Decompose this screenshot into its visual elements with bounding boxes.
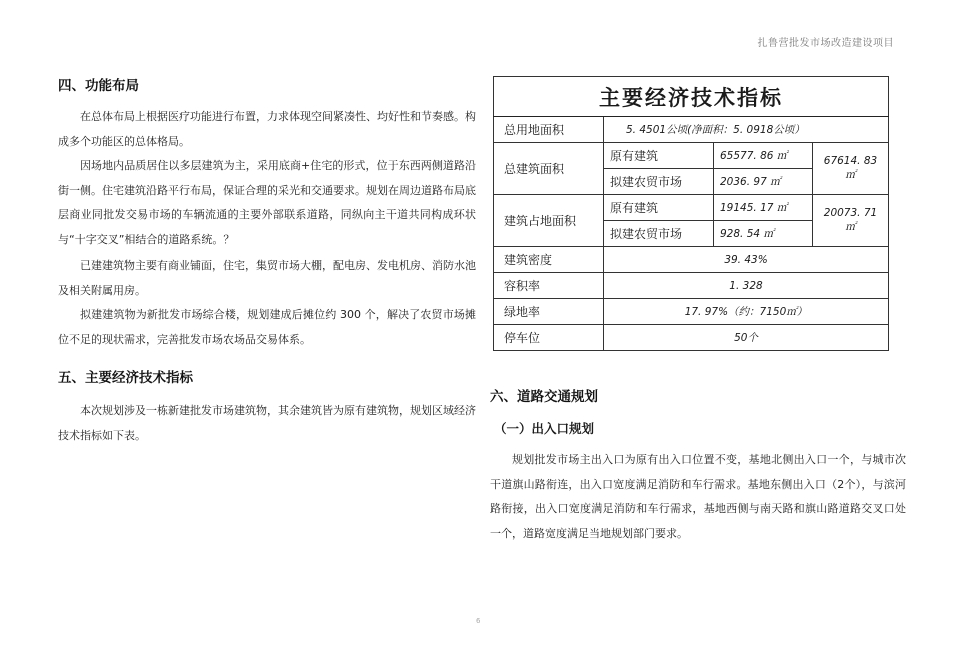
row-label: 建筑占地面积 (494, 195, 604, 247)
row-label: 容积率 (494, 273, 604, 299)
table-row (494, 299, 889, 325)
row-value: 19145. 17 ㎡ (714, 195, 813, 221)
row-label: 总用地面积 (494, 117, 604, 143)
table-row (494, 247, 889, 273)
section-heading-economic-indicators: 五、主要经济技术指标 (58, 370, 193, 386)
section-heading-functional-layout: 四、功能布局 (58, 78, 139, 94)
project-title: 扎鲁营批发市场改造建设项目 (757, 38, 894, 49)
sub-label: 原有建筑 (604, 143, 714, 169)
row-value: 17. 97%（约：7150㎡） (604, 299, 889, 325)
table-title: 主要经济技术指标 (494, 77, 889, 117)
table-row (494, 325, 889, 351)
paragraph: 规划批发市场主出入口为原有出入口位置不变，基地北侧出入口一个，与城市次干道旗山路衔连，出入口宽度满足消防和车行需求。基地东侧出入口（2个），与滨河路衔接，出入口宽度满足消防和车行需求，基地西侧与南天路和旗山路道路交叉口处一个，道路宽度满足当地规划部门要求。 (490, 453, 906, 540)
row-value: 39. 43% (604, 247, 889, 273)
row-label: 建筑密度 (494, 247, 604, 273)
row-value: 1. 328 (604, 273, 889, 299)
row-value: 65577. 86 ㎡ (714, 143, 813, 169)
table-row (494, 117, 889, 143)
table-row (494, 273, 889, 299)
row-label: 绿地率 (494, 299, 604, 325)
sub-label: 拟建农贸市场 (604, 221, 714, 247)
table-row (494, 143, 889, 169)
paragraph: 在总体布局上根据医疗功能进行布置，力求体现空间紧凑性、均好性和节奏感。构成多个功能区的总体格局。 (58, 110, 476, 148)
row-value: 50个 (604, 325, 889, 351)
row-value: 5. 4501公顷(净面积：5. 0918公顷） (604, 117, 889, 143)
row-value: 928. 54 ㎡ (714, 221, 813, 247)
economic-indicators-table (493, 76, 889, 351)
row-total: 20073. 71㎡ (813, 195, 889, 247)
row-value: 2036. 97 ㎡ (714, 169, 813, 195)
paragraph: 已建建筑物主要有商业铺面，住宅，集贸市场大棚，配电房、发电机房、消防水池及相关附属用房。 (58, 259, 476, 297)
row-label: 停车位 (494, 325, 604, 351)
paragraph: 因场地内品质居住以多层建筑为主，采用底商+住宅的形式，位于东西两侧道路沿街一侧。住宅建筑沿路平行布局，保证合理的采光和交通要求。规划在周边道路布局底层商业同批发交易市场的车辆流通的主要外部联系道路，同纵向主干道共同构成环状与“十字交叉”相结合的道路系统。？ (58, 159, 476, 246)
paragraph: 本次规划涉及一栋新建批发市场建筑物，其余建筑皆为原有建筑物，规划区域经济技术指标如下表。 (58, 404, 476, 442)
sub-label: 拟建农贸市场 (604, 169, 714, 195)
subsection-heading-entrances: （一）出入口规划 (494, 421, 595, 436)
row-total: 67614. 83 ㎡ (813, 143, 889, 195)
sub-label: 原有建筑 (604, 195, 714, 221)
page-number: 6 (476, 617, 481, 625)
section-heading-road-traffic: 六、道路交通规划 (490, 389, 598, 405)
table-row (494, 195, 889, 221)
paragraph: 拟建建筑物为新批发市场综合楼，规划建成后摊位约 300 个，解决了农贸市场摊位不足的现状需求，完善批发市场农场品交易体系。 (58, 308, 476, 346)
row-label: 总建筑面积 (494, 143, 604, 195)
